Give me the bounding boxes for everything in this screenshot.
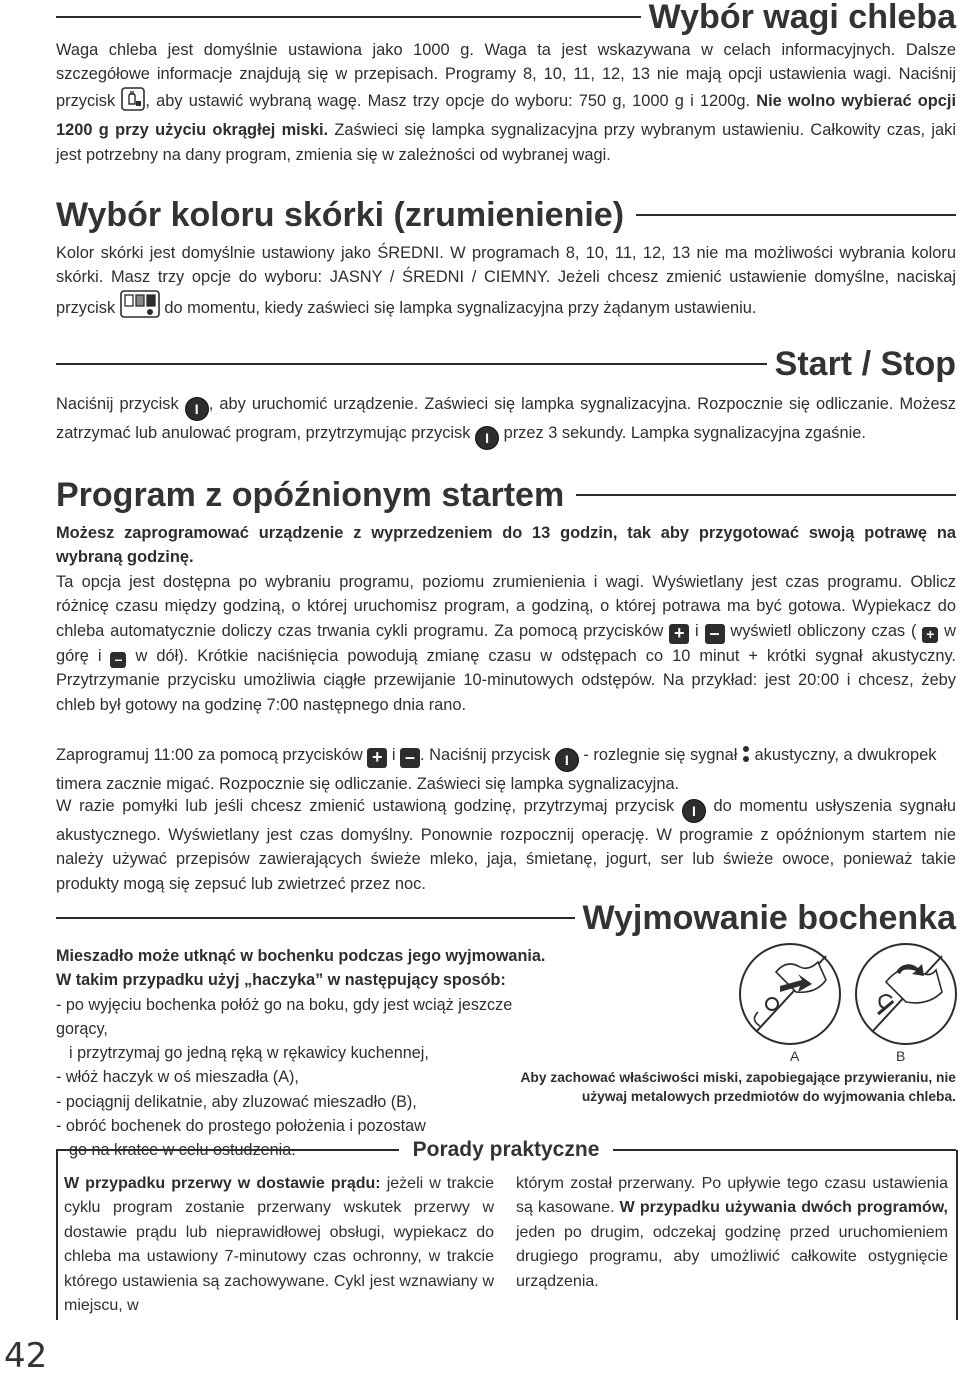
- weight-warning: Nie wolno wybierać opcji 1200 g przy użyciu okrągłej miski.: [56, 91, 957, 140]
- removal-section-title: Wyjmowanie bochenka: [582, 898, 956, 937]
- weight-paragraph: [56, 38, 956, 167]
- crust-button-icon: [120, 290, 160, 325]
- delay-text-1d: w górę i: [56, 621, 956, 665]
- delay-bold-intro: Możesz zaprogramować urządzenie z wyprzedzeniem do 13 godzin, tak aby przygotować swoją potrawę na wybraną godzinę.: [56, 524, 956, 567]
- plus-button-icon: +: [922, 627, 938, 643]
- list-item: - po wyjęciu bochenka połóż go na boku, gdy jest wciąż jeszcze gorący,: [56, 995, 513, 1038]
- tips-right-column: [516, 1172, 948, 1294]
- weight-section-title: Wybór wagi chleba: [648, 0, 956, 36]
- delay-intro: [56, 521, 956, 570]
- weight-section-header: [56, 0, 956, 34]
- delay-section-title: Program z opóźnionym startem: [56, 475, 565, 514]
- power-button-icon: I: [555, 748, 579, 772]
- crust-section-header: [56, 196, 956, 234]
- minus-button-icon: –: [110, 652, 126, 668]
- delay-text-1b: i: [695, 621, 699, 640]
- figure-caption: Aby zachować właściwości miski, zapobiegające przywieraniu, nie używaj metalowych przedmiotów do wyjmowania chleba.: [520, 1070, 956, 1104]
- delay-text-2c: . Naciśnij przycisk: [420, 746, 551, 764]
- start-section-header: [56, 344, 956, 384]
- list-item: go na kratce w celu ostudzenia.: [69, 1141, 296, 1160]
- removal-hook-intro: W takim przypadku użyj „haczyka” w następujący sposób:: [56, 971, 506, 990]
- power-button-icon: I: [185, 397, 209, 421]
- colon-icon: [742, 743, 750, 772]
- plus-button-icon: +: [367, 748, 387, 768]
- weight-text-3: Zaświeci się lampka sygnalizacyjna przy wybranym ustawieniu. Całkowity czas, jaki jest potrzebny na dany program, zmienia się w zależności od wybranej wagi.: [56, 121, 956, 164]
- delay-paragraph-3: [56, 794, 956, 896]
- crust-paragraph: [56, 241, 956, 325]
- tips-right-border: [956, 1150, 958, 1320]
- header-rule: [576, 494, 956, 496]
- crust-section-title: Wybór koloru skórki (zrumienienie): [56, 195, 625, 234]
- crust-text-1: Kolor skórki jest domyślnie ustawiony jako ŚREDNI. W programach 8, 10, 11, 12, 13 nie ma możliwości wybrania koloru skórki. Masz trzy opcje do wyboru: JASNY / ŚREDNI / CIEMNY. Jeżeli chcesz zmienić ustawienie domyślne, naciskaj przycisk: [56, 244, 956, 317]
- tips-reset-text: którym został przerwany. Po upływie tego czasu ustawienia są kasowane.: [516, 1175, 948, 1217]
- crust-text-2: do momentu, kiedy zaświeci się lampka sygnalizacyjna przy żądanym ustawieniu.: [164, 298, 757, 317]
- power-button-icon: I: [682, 799, 706, 823]
- tips-power-outage-text: jeżeli w trakcie cyklu program zostanie przerwany wskutek przerwy w dostawie prądu lub nieprawidłowej obsługi, wypiekacz do chleba ma ustawiony 7-minutowy czas ochronny, w trakcie którego ustawienia są zachowywane. Cykl jest wznawiany w miejscu, w: [64, 1175, 495, 1315]
- delay-section-header: [56, 474, 956, 516]
- start-text-3: przez 3 sekundy. Lampka sygnalizacyjna zgaśnie.: [503, 424, 866, 442]
- delay-text-2e: akustyczny, a dwukropek timera zacznie migać. Rozpocznie się odliczanie. Zaświeci się lampka sygnalizacyjna.: [56, 746, 937, 794]
- tips-left-border: [56, 1150, 58, 1320]
- list-item: i przytrzymaj go jedną ręką w rękawicy kuchennej,: [69, 1044, 429, 1063]
- header-rule: [56, 917, 575, 919]
- power-button-icon: I: [475, 426, 499, 450]
- figure-label-a: A: [790, 1048, 800, 1064]
- start-text-2: , aby uruchomić urządzenie. Zaświeci się lampka sygnalizacyjna. Rozpocznie się odliczanie. Możesz zatrzymać lub anulować program, przytrzymując przycisk: [56, 395, 957, 442]
- tips-two-programs-heading: W przypadku używania dwóch programów,: [619, 1199, 948, 1217]
- list-item: - włóż haczyk w oś mieszadła (A),: [56, 1068, 299, 1087]
- delay-text-3a: W razie pomyłki lub jeśli chcesz zmienić ustawioną godzinę, przytrzymaj przycisk: [56, 797, 675, 815]
- weight-text-1: Waga chleba jest domyślnie ustawiona jako 1000 g. Waga ta jest wskazywana w celach informacyjnych. Dalsze szczegółowe informacje znajdują się w przepisach. Programy 8, 10, 11, 12, 13 nie mają opcji ustawienia wagi. Naciśnij przycisk: [56, 41, 956, 110]
- weight-button-icon: [121, 87, 145, 118]
- tips-header: [56, 1138, 956, 1162]
- delay-text-3b: do momentu usłyszenia sygnału akustycznego. Wyświetlany jest czas domyślny. Ponownie rozpocznij operację. W programie z opóźnionym startem nie należy używać przepisów zawierających świeże mleko, jaja, śmietanę, jogurt, ser lub świeże owoce, ponieważ takie produkty mogą się zepsuć lub zwietrzeć przez noc.: [56, 797, 956, 893]
- start-text-1: Naciśnij przycisk: [56, 395, 179, 413]
- plus-button-icon: +: [669, 624, 689, 644]
- removal-instructions: [56, 944, 556, 1163]
- tips-left-column: [64, 1172, 494, 1318]
- tips-two-programs-text: jeden po drugim, odczekaj godzinę przed uruchomieniem drugiego programu, aby umożliwić całkowite ostygnięcie urządzenia.: [516, 1223, 948, 1290]
- list-item: - obróć bochenek do prostego położenia i pozostaw: [56, 1117, 426, 1136]
- minus-button-icon: –: [705, 624, 725, 644]
- start-paragraph: [56, 392, 956, 450]
- header-rule: [613, 1149, 956, 1151]
- list-item: - pociągnij delikatnie, aby zluzować mieszadło (B),: [56, 1092, 417, 1111]
- removal-warning: Mieszadło może utknąć w bochenku podczas jego wyjmowania.: [56, 947, 546, 965]
- delay-text-1e: w dół). Krótkie naciśnięcia powodują zmianę czasu w odstępach co 10 minut + krótki sygnał akustyczny. Przytrzymanie przycisku umożliwia ciągłe przewijanie 10-minutowych odstępów. Na przykład: jest 20:00 i chcesz, żeby chleb był gotowy na godzinę 7:00 następnego dnia rano.: [56, 646, 956, 714]
- tips-title: Porady praktyczne: [412, 1138, 600, 1161]
- delay-text-2a: Zaprogramuj 11:00 za pomocą przycisków: [56, 746, 363, 764]
- figure-label-b: B: [896, 1048, 906, 1064]
- delay-text-2d: - rozlegnie się sygnał: [583, 746, 738, 764]
- header-rule: [56, 1149, 399, 1151]
- start-section-title: Start / Stop: [774, 344, 956, 383]
- page-number: 42: [4, 1336, 48, 1376]
- delay-text-1a: Ta opcja jest dostępna po wybraniu programu, poziomu zrumienienia i wagi. Wyświetlany jest czas programu. Oblicz różnicę czasu między godziną, o której uruchomisz program, a godziną, o której potrawa ma być gotowa. Wypiekacz do chleba automatycznie doliczy czas trwania cykli programu. Za pomocą przycisków: [56, 573, 956, 640]
- header-rule: [56, 363, 767, 365]
- minus-button-icon: –: [400, 748, 420, 768]
- delay-paragraph-1: [56, 570, 956, 717]
- weight-text-2: , aby ustawić wybraną wagę. Masz trzy opcje do wyboru: 750 g, 1000 g i 1200g.: [145, 91, 751, 110]
- delay-text-2b: i: [391, 746, 396, 764]
- tips-power-outage-heading: W przypadku przerwy w dostawie prądu:: [64, 1175, 381, 1192]
- removal-section-header: [56, 898, 956, 938]
- header-rule: [56, 16, 641, 18]
- delay-text-1c: wyświetl obliczony czas (: [730, 621, 917, 640]
- header-rule: [636, 214, 956, 216]
- hook-illustration: [736, 942, 960, 1052]
- delay-paragraph-2: [56, 743, 956, 797]
